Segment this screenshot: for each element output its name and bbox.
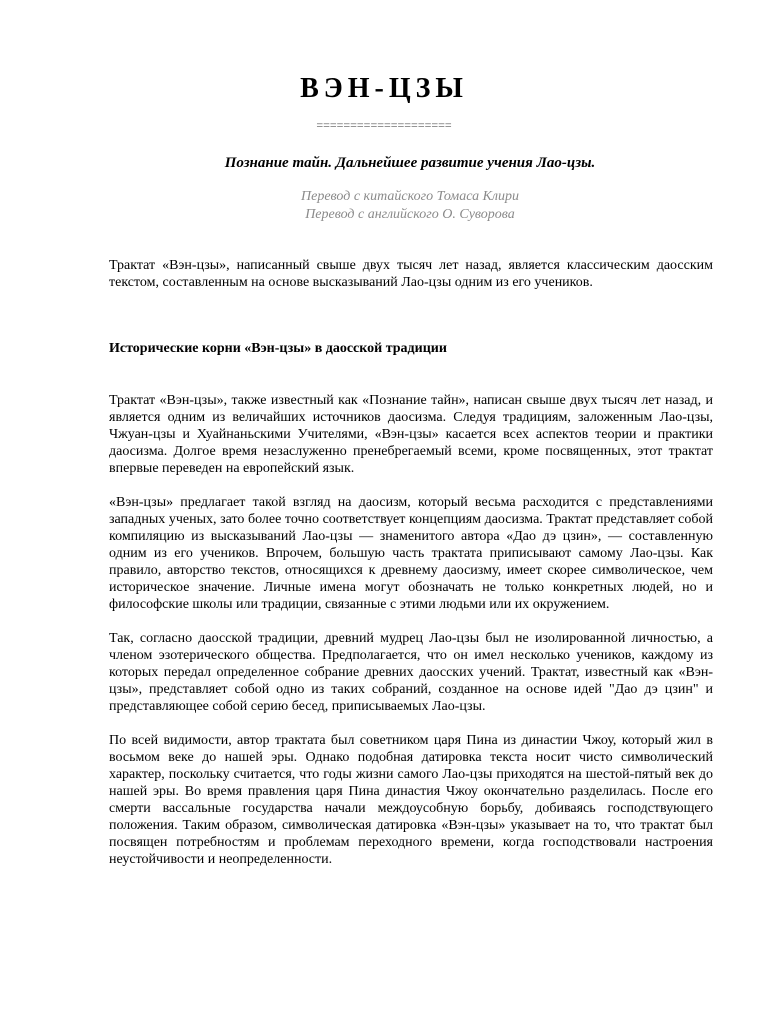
section-body (109, 392, 713, 885)
intro-paragraph: Трактат «Вэн-цзы», написанный свыше двух тысяч лет назад, является классическим даосским текстом, составленным на основе высказываний Лао-цзы одним из его учеников. (109, 258, 713, 290)
translator-credit-chinese: Перевод с китайского Томаса Клири (301, 189, 519, 204)
document-subtitle: Познание тайн. Дальнейшее развитие учения Лао-цзы. (224, 155, 596, 171)
section-heading: Исторические корни «Вэн-цзы» в даосской традиции (109, 341, 447, 356)
body-paragraph: По всей видимости, автор трактата был советником царя Пина из династии Чжоу, который жил в восьмом веке до нашей эры. Однако подобная датировка текста носит чисто символический характер, поскольку считается, что годы жизни самого Лао-цзы приходятся на шестой-пятый век до нашей эры. Во время правления царя Пина династия Чжоу окончательно разделилась. После его смерти вассальные государства начали междоусобную борьбу, добиваясь господствующего положения. Таким образом, символическая датировка «Вэн-цзы» указывает на то, что трактат был посвящен потребностям и проблемам переходного времени, когда господствовали настроения неустойчивости и неопределенности. (109, 733, 713, 867)
body-paragraph: Трактат «Вэн-цзы», также известный как «Познание тайн», написан свыше двух тысяч лет назад, и является одним из величайших источников даосизма. Следуя традициям, заложенным Лао-цзы, Чжуан-цзы и Хуайнаньскими Учителями, «Вэн-цзы» касается всех аспектов теории и практики даосизма. Долгое время незаслуженно пренебрегаемый всеми, кроме посвященных, этот трактат впервые переведен на европейский язык. (109, 393, 713, 476)
body-paragraph: Так, согласно даосской традиции, древний мудрец Лао-цзы был не изолированной личностью, а членом эзотерического общества. Предполагается, что он имел несколько учеников, каждому из которых передал определенное собрание древних даосских учений. Трактат, известный как «Вэн-цзы», представляет собой одно из таких собраний, созданное на основе идей "Дао дэ цзин" и представляющее собой серию бесед, приписываемых Лао-цзы. (109, 631, 713, 714)
translator-credits (0, 188, 768, 224)
body-paragraph: «Вэн-цзы» предлагает такой взгляд на даосизм, который весьма расходится с представлениями западных ученых, зато более точно соответствует концепциям даосизма. Трактат представляет собой компиляцию из высказываний Лао-цзы — знаменитого автора «Дао дэ цзин», — составленную одним из его учеников. Впрочем, большую часть трактата приписывают самому Лао-цзы. Как правило, авторство текстов, относящихся к древнему даосизму, имеет скорее символическое, чем историческое значение. Личные имена могут обозначать не только конкретных людей, но и философские школы или традиции, связанные с этими людьми или их окружением. (109, 495, 713, 612)
document-title: ВЭН-ЦЗЫ (300, 73, 468, 104)
title-underline-rule: ==================== (316, 118, 452, 132)
translator-credit-english: Перевод с английского О. Суворова (305, 207, 515, 222)
